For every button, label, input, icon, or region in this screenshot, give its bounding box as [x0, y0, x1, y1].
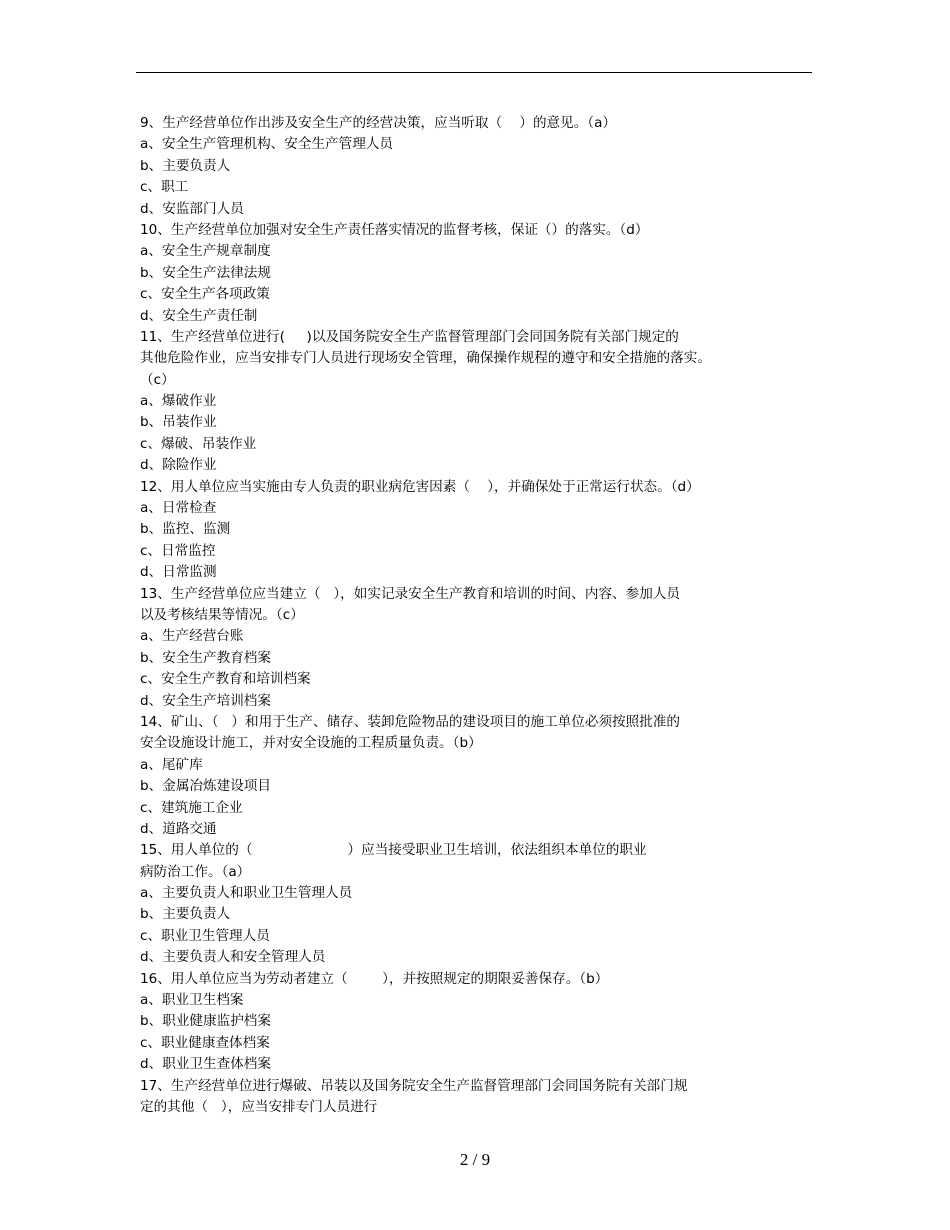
text-line: d、安监部门人员 [140, 200, 244, 217]
text-line: 10、生产经营单位加强对安全生产责任落实情况的监督考核，保证（）的落实。（d） [140, 221, 649, 238]
text-line: 15、用人单位的（ ）应当接受职业卫生培训，依法组织本单位的职业 [140, 842, 647, 859]
text-line: 12、用人单位应当实施由专人负责的职业病危害因素（ ），并确保处于正常运行状态。（d） [140, 478, 700, 495]
text-line: a、安全生产管理机构、安全生产管理人员 [140, 136, 394, 153]
text-line: c、安全生产各项政策 [140, 286, 270, 303]
text-line: a、主要负责人和职业卫生管理人员 [140, 885, 353, 902]
text-line: b、主要负责人 [140, 157, 231, 174]
text-line: d、职业卫生查体档案 [140, 1056, 271, 1073]
text-line: d、安全生产培训档案 [140, 692, 271, 709]
text-line: 定的其他（ ），应当安排专门人员进行 [140, 1098, 378, 1115]
text-line: a、生产经营台账 [140, 628, 244, 645]
text-line: d、除险作业 [140, 457, 217, 474]
text-line: c、爆破、吊装作业 [140, 435, 257, 452]
page-number: 2 / 9 [459, 1150, 491, 1169]
text-line: b、吊装作业 [140, 414, 217, 431]
text-line: 以及考核结果等情况。（c） [140, 606, 304, 623]
text-line: c、职工 [140, 179, 189, 196]
text-line: c、职业健康查体档案 [140, 1034, 270, 1051]
text-line: 病防治工作。（a） [140, 863, 251, 880]
text-line: 17、生产经营单位进行爆破、吊装以及国务院安全生产监督管理部门会同国务院有关部门规 [140, 1077, 688, 1094]
text-line: c、建筑施工企业 [140, 799, 243, 816]
text-line: a、安全生产规章制度 [140, 243, 271, 260]
text-line: （c） [140, 371, 175, 388]
text-line: 16、用人单位应当为劳动者建立（ ），并按照规定的期限妥善保存。（b） [140, 970, 609, 987]
text-line: 安全设施设计施工，并对安全设施的工程质量负责。（b） [140, 735, 482, 752]
text-line: c、安全生产教育和培训档案 [140, 671, 311, 688]
text-line: d、安全生产责任制 [140, 307, 258, 324]
text-line: c、日常监控 [140, 542, 216, 559]
text-line: b、职业健康监护档案 [140, 1013, 271, 1030]
text-line: 其他危险作业，应当安排专门人员进行现场安全管理，确保操作规程的遵守和安全措施的落实。 [140, 350, 711, 367]
text-line: d、日常监测 [140, 564, 217, 581]
text-line: a、尾矿库 [140, 756, 203, 773]
text-line: d、主要负责人和安全管理人员 [140, 949, 326, 966]
text-line: a、日常检查 [140, 500, 217, 517]
header-rule [136, 72, 812, 73]
text-line: 9、生产经营单位作出涉及安全生产的经营决策，应当听取（ ）的意见。（a） [140, 115, 617, 131]
text-line: 13、生产经营单位应当建立（ ），如实记录安全生产教育和培训的时间、内容、参加人员 [140, 585, 681, 602]
text-line: b、安全生产法律法规 [140, 264, 271, 281]
text-line: 11、生产经营单位进行( )以及国务院安全生产监督管理部门会同国务院有关部门规定的 [140, 328, 679, 345]
text-line: b、金属冶炼建设项目 [140, 778, 271, 795]
text-line: 14、矿山、（ ）和用于生产、储存、装卸危险物品的建设项目的施工单位必须按照批准的 [140, 713, 681, 730]
text-line: d、道路交通 [140, 820, 217, 837]
document-body [140, 113, 830, 1118]
text-line: c、职业卫生管理人员 [140, 927, 270, 944]
text-line: a、职业卫生档案 [140, 992, 244, 1009]
text-line: b、主要负责人 [140, 906, 231, 923]
text-line: b、监控、监测 [140, 521, 231, 538]
text-line: a、爆破作业 [140, 393, 217, 410]
text-line: b、安全生产教育档案 [140, 649, 271, 666]
